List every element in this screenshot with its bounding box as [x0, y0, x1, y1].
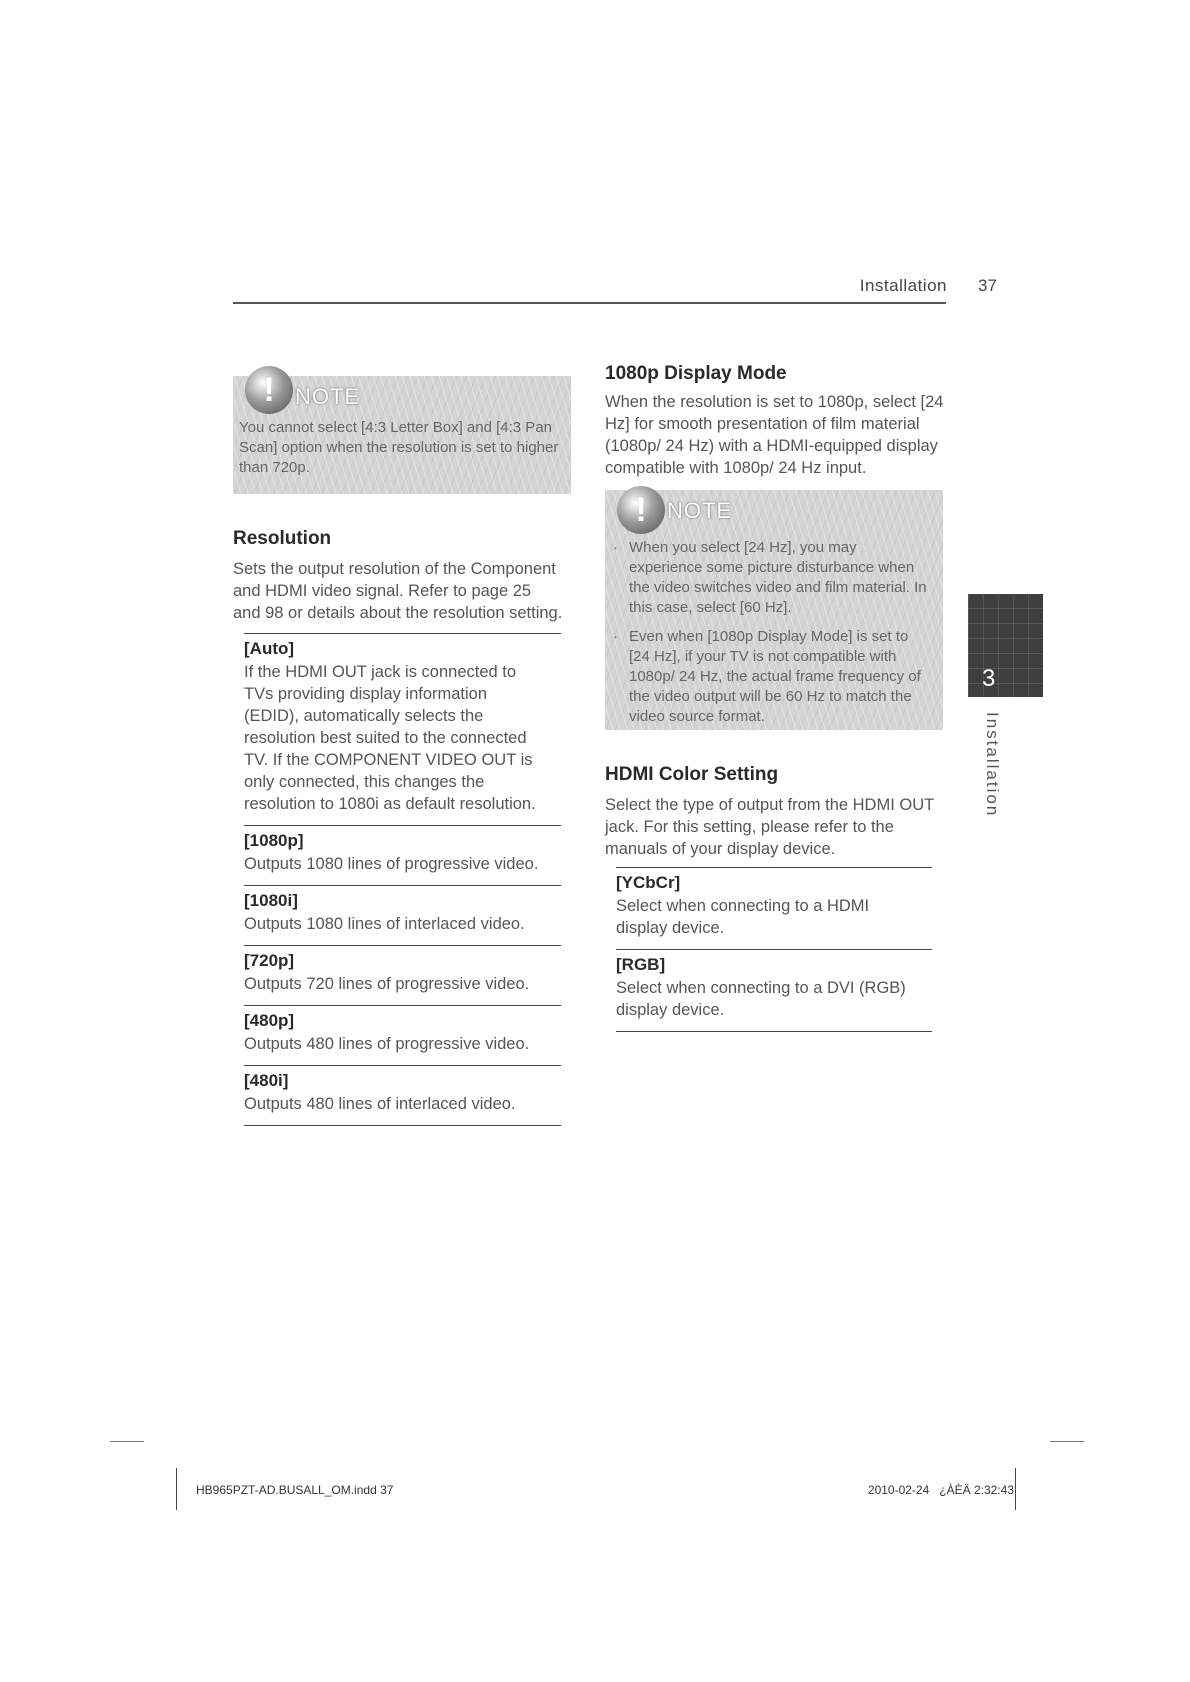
- option-desc: Outputs 480 lines of interlaced video.: [244, 1095, 516, 1113]
- option-desc: If the HDMI OUT jack is connected to TVs providing display information (EDID), automatically selects the resolution best suited to the connected TV. If the COMPONENT VIDEO OUT is only connected, this changes the resolution to 1080i as default resolution.: [244, 663, 536, 813]
- option-row: [244, 885, 561, 945]
- crop-mark: [1015, 1468, 1016, 1510]
- crop-mark: [176, 1468, 177, 1510]
- running-header-section: Installation: [859, 276, 947, 295]
- option-desc: Outputs 1080 lines of interlaced video.: [244, 915, 525, 933]
- display-mode-section: [605, 363, 947, 479]
- option-desc: Select when connecting to a DVI (RGB) display device.: [616, 979, 906, 1019]
- hdmi-color-heading: HDMI Color Setting: [605, 764, 779, 785]
- option-label: [720p]: [244, 951, 295, 970]
- chapter-tab: [968, 594, 1043, 697]
- note-text: You cannot select [4:3 Letter Box] and [4:3 Pan Scan] option when the resolution is set to higher than 720p.: [239, 419, 559, 476]
- footer-file: HB965PZT-AD.BUSALL_OM.indd 37: [196, 1483, 394, 1497]
- crop-mark: [1050, 1441, 1084, 1442]
- chapter-label: Installation: [983, 712, 1002, 818]
- chapter-number: 3: [982, 665, 996, 692]
- hdmi-color-section: [605, 764, 940, 860]
- option-label: [1080i]: [244, 891, 298, 910]
- footer-timestamp: 2010-02-24 ¿ÀÈÄ 2:32:43: [867, 1483, 1014, 1497]
- option-label: [480i]: [244, 1071, 289, 1090]
- option-label: [1080p]: [244, 831, 304, 850]
- option-label: [RGB]: [616, 955, 666, 974]
- page-number: 37: [978, 276, 997, 295]
- resolution-section: [233, 528, 563, 624]
- option-row: [244, 1065, 561, 1126]
- hdmi-color-body: Select the type of output from the HDMI OUT jack. For this setting, please refer to the manuals of your display device.: [605, 796, 934, 858]
- note-title: NOTE: [295, 384, 361, 409]
- hdmi-color-options: [616, 867, 932, 1032]
- resolution-options: [244, 633, 561, 1126]
- option-desc: Select when connecting to a HDMI display device.: [616, 897, 870, 937]
- display-mode-heading: 1080p Display Mode: [605, 363, 787, 384]
- exclamation-icon: !: [245, 366, 293, 414]
- option-label: [480p]: [244, 1011, 295, 1030]
- option-row: [616, 949, 932, 1032]
- resolution-body: Sets the output resolution of the Component and HDMI video signal. Refer to page 25 and 98 or details about the resolution setting.: [233, 560, 563, 622]
- note-box-left: [233, 371, 571, 494]
- display-mode-body: When the resolution is set to 1080p, select [24 Hz] for smooth presentation of film material (1080p/ 24 Hz) with a HDMI-equipped display compatible with 1080p/ 24 Hz input.: [605, 393, 944, 477]
- note-title: NOTE: [667, 498, 733, 523]
- option-row: [616, 867, 932, 949]
- list-item: · When you select [24 Hz], you may experience some picture disturbance when the video switches video and film material. In this case, select [60 Hz].: [611, 538, 931, 618]
- crop-mark: [110, 1441, 144, 1442]
- option-label: [YCbCr]: [616, 873, 681, 892]
- list-item: · Even when [1080p Display Mode] is set to [24 Hz], if your TV is not compatible with 1080p/ 24 Hz, the actual frame frequency of the video output will be 60 Hz to match the video source format.: [611, 627, 931, 727]
- option-row: [244, 633, 561, 825]
- note-list: [611, 538, 931, 736]
- exclamation-icon: !: [617, 486, 665, 534]
- option-row: [244, 1005, 561, 1065]
- header-rule: [233, 302, 946, 304]
- option-desc: Outputs 1080 lines of progressive video.: [244, 855, 539, 873]
- resolution-heading: Resolution: [233, 528, 332, 549]
- note-box-right: [605, 490, 943, 730]
- option-desc: Outputs 720 lines of progressive video.: [244, 975, 530, 993]
- option-row: [244, 825, 561, 885]
- option-row: [244, 945, 561, 1005]
- option-desc: Outputs 480 lines of progressive video.: [244, 1035, 530, 1053]
- option-label: [Auto]: [244, 639, 295, 658]
